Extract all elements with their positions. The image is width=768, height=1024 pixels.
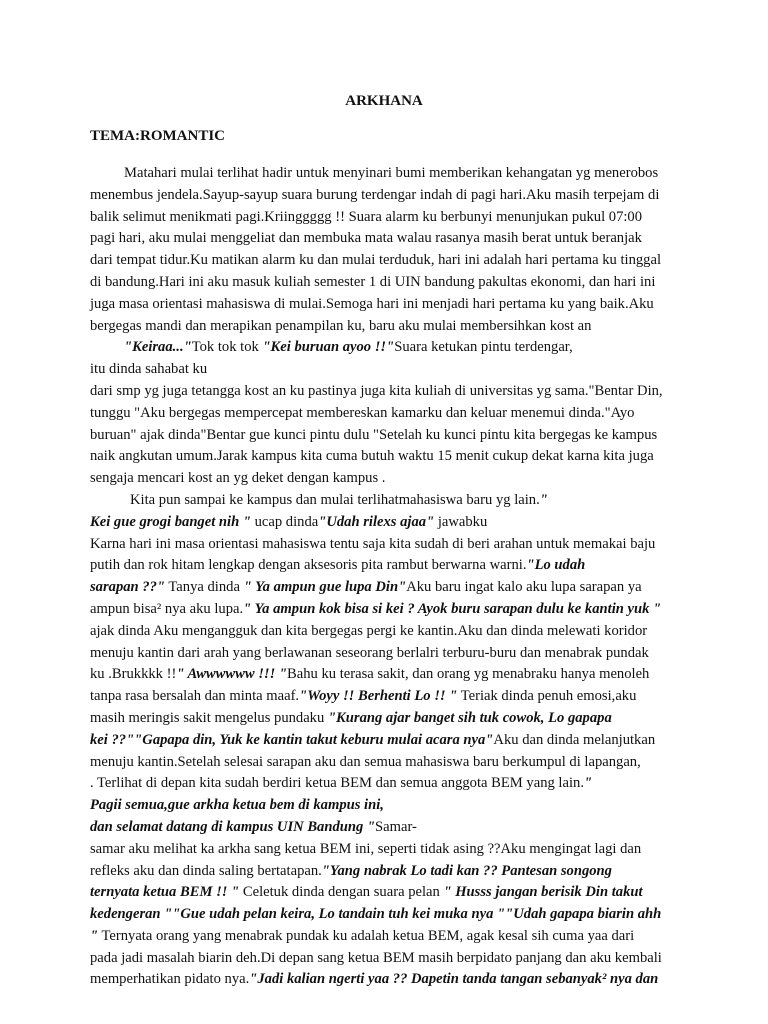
narrative-text: tunggu "Aku bergegas mempercepat membereskan kamarku dan keluar menemui dinda."Ayo	[90, 404, 635, 421]
dialogue-emphasis: Pagii semua,gue arkha ketua bem di kampus ini,	[90, 797, 384, 814]
narrative-text: menuju kantin.Setelah selesai sarapan aku dan semua mahasiswa baru berkumpul di lapangan,	[90, 753, 641, 770]
text-line	[90, 926, 680, 948]
text-line	[90, 948, 680, 970]
dialogue-emphasis: kedengeran ""Gue udah pelan keira, Lo tandain tuh kei muka nya ""Udah gapapa biarin ahh	[90, 906, 662, 923]
story-body	[90, 163, 680, 991]
dialogue-emphasis: " Ya ampun kok bisa si kei ? Ayok buru sarapan dulu ke kantin yuk "	[243, 600, 662, 617]
narrative-text: buruan" ajak dinda"Bentar gue kunci pintu dulu "Setelah ku kunci pintu kita bergegas ke kampus	[90, 426, 658, 443]
text-line	[90, 425, 680, 447]
text-line	[90, 316, 680, 338]
narrative-text: Aku baru ingat kalo aku lupa sarapan ya	[406, 579, 642, 596]
text-line	[90, 272, 680, 294]
narrative-text: refleks aku dan dinda saling bertatapan.	[90, 862, 322, 879]
text-line	[90, 708, 680, 730]
text-line	[90, 359, 680, 381]
dialogue-emphasis: "Keiraa..."	[124, 339, 192, 356]
narrative-text: ku .Brukkkk !!	[90, 666, 177, 683]
text-line	[90, 752, 680, 774]
narrative-text: ucap dinda	[250, 513, 319, 530]
text-line	[90, 904, 680, 926]
narrative-text: ajak dinda Aku mengangguk dan kita bergegas pergi ke kantin.Aku dan dinda melewati koridor	[90, 622, 648, 639]
narrative-text: Karna hari ini masa orientasi mahasiswa tentu saja kita sudah di beri arahan untuk memakai baju	[90, 535, 656, 552]
dialogue-emphasis: "Kurang ajar banget sih tuk cowok, Lo gapapa	[327, 709, 612, 726]
dialogue-emphasis: "Lo udah	[526, 557, 586, 574]
text-line	[90, 490, 680, 512]
text-line	[90, 621, 680, 643]
text-line	[90, 207, 680, 229]
narrative-text: Samar-	[375, 818, 417, 835]
text-line	[90, 599, 680, 621]
text-line	[90, 250, 680, 272]
text-line	[90, 228, 680, 250]
document-theme: TEMA:ROMANTIC	[90, 128, 225, 144]
dialogue-emphasis: dan selamat datang di kampus UIN Bandung "	[90, 818, 376, 835]
narrative-text: Bahu ku terasa sakit, dan orang yg menabraku hanya menoleh	[287, 666, 650, 683]
dialogue-emphasis: kei ??""Gapapa din, Yuk ke kantin takut keburu mulai acara nya"	[90, 731, 494, 748]
dialogue-emphasis: "Woyy !! Berhenti Lo !! "	[299, 688, 458, 705]
narrative-text: itu dinda sahabat ku	[90, 361, 208, 378]
narrative-text: menembus jendela.Sayup-sayup suara burung terdengar indah di pagi hari.Aku masih terpejam di	[90, 186, 660, 203]
dialogue-emphasis: " Husss jangan berisik Din takut	[443, 884, 643, 901]
dialogue-emphasis: "	[583, 775, 593, 792]
dialogue-emphasis: "Udah rilexs ajaa"	[318, 513, 435, 530]
narrative-text: Celetuk dinda dengan suara pelan	[239, 884, 444, 901]
text-line	[90, 468, 680, 490]
dialogue-emphasis: "	[90, 927, 99, 944]
narrative-text: Teriak dinda penuh emosi,aku	[457, 688, 637, 705]
narrative-text: putih dan rok hitam lengkap dengan aksesoris pita rambut berwarna warni.	[90, 557, 527, 574]
text-line	[90, 730, 680, 752]
text-line	[90, 555, 680, 577]
text-line	[90, 163, 680, 185]
text-line	[90, 512, 680, 534]
text-line	[90, 795, 680, 817]
text-line	[90, 861, 680, 883]
narrative-text: pada jadi masalah biarin deh.Di depan sang ketua BEM masih berpidato panjang dan aku kembali	[90, 949, 662, 966]
text-line	[90, 686, 680, 708]
narrative-text: samar aku melihat ka arkha sang ketua BEM ini, seperti tidak asing ??Aku mengingat lagi dan	[90, 840, 642, 857]
text-line	[90, 773, 680, 795]
narrative-text: menuju kantin dari arah yang berlawanan seseorang berlalri terburu-buru dan menabrak pundak	[90, 644, 649, 661]
dialogue-emphasis: "Yang nabrak Lo tadi kan ?? Pantesan songong	[321, 862, 612, 879]
text-line	[90, 403, 680, 425]
narrative-text: dari smp yg juga tetangga kost an ku pastinya juga kita kuliah di universitas yg sama."Bentar Din,	[90, 382, 663, 399]
text-line	[90, 381, 680, 403]
dialogue-emphasis: "Kei buruan ayoo !!"	[262, 339, 395, 356]
narrative-text: juga masa orientasi mahasiswa di mulai.Semoga hari ini menjadi hari pertama ku yang baik.Aku	[90, 295, 654, 312]
narrative-text: Matahari mulai terlihat hadir untuk menyinari bumi memberikan kehangatan yg menerobos	[124, 165, 659, 181]
narrative-text: Tok tok tok	[191, 339, 263, 356]
dialogue-emphasis: "	[539, 491, 548, 508]
text-line	[90, 969, 680, 991]
document-title: ARKHANA	[345, 93, 423, 109]
narrative-text: memperhatikan pidato nya.	[90, 971, 250, 988]
narrative-text: tanpa rasa bersalah dan minta maaf.	[90, 688, 300, 705]
narrative-text: bergegas mandi dan merapikan penampilan ku, baru aku mulai membersihkan kost an	[90, 317, 592, 334]
text-line	[90, 534, 680, 556]
text-line	[90, 185, 680, 207]
text-line	[90, 294, 680, 316]
dialogue-emphasis: ternyata ketua BEM !! "	[90, 884, 240, 901]
narrative-text: . Terlihat di depan kita sudah berdiri ketua BEM dan semua anggota BEM yang lain.	[90, 775, 584, 792]
dialogue-emphasis: Kei gue grogi banget nih "	[90, 513, 251, 530]
text-line	[90, 446, 680, 468]
narrative-text: sengaja mencari kost an yg deket dengan kampus .	[90, 470, 386, 487]
text-line	[90, 643, 680, 665]
dialogue-emphasis: sarapan ??"	[90, 579, 166, 596]
narrative-text: pagi hari, aku mulai menggeliat dan membuka mata walau rasanya masih berat untuk beranjak	[90, 230, 642, 247]
narrative-text: Aku dan dinda melanjutkan	[493, 731, 656, 748]
text-line	[90, 817, 680, 839]
narrative-text: di bandung.Hari ini aku masuk kuliah semester 1 di UIN bandung pakultas ekonomi, dan hari ini	[90, 273, 656, 290]
narrative-text: Suara ketukan pintu terdengar,	[394, 339, 573, 356]
narrative-text: ampun bisa² nya aku lupa.	[90, 600, 244, 617]
narrative-text: Kita pun sampai ke kampus dan mulai terlihatmahasiswa baru yg lain.	[130, 491, 540, 508]
dialogue-emphasis: " Awwwwww !!! "	[176, 666, 288, 683]
dialogue-emphasis: "Jadi kalian ngerti yaa ?? Dapetin tanda tangan sebanyak² nya dan	[249, 971, 659, 988]
text-line	[90, 337, 680, 359]
text-line	[90, 839, 680, 861]
text-line	[90, 882, 680, 904]
narrative-text: Tanya dinda	[165, 579, 244, 596]
narrative-text: Ternyata orang yang menabrak pundak ku adalah ketua BEM, agak kesal sih cuma yaa dari	[98, 927, 635, 944]
text-line	[90, 664, 680, 686]
text-line	[90, 577, 680, 599]
narrative-text: naik angkutan umum.Jarak kampus kita cuma butuh waktu 15 menit cukup dekat karna kita juga	[90, 448, 654, 465]
narrative-text: dari tempat tidur.Ku matikan alarm ku dan mulai terduduk, hari ini adalah hari pertama ku tinggal	[90, 252, 662, 269]
narrative-text: balik selimut menikmati pagi.Kriinggggg !! Suara alarm ku berbunyi menunjukan pukul 07:00	[90, 208, 643, 225]
dialogue-emphasis: " Ya ampun gue lupa Din"	[243, 579, 407, 596]
narrative-text: jawabku	[434, 513, 488, 530]
narrative-text: masih meringis sakit mengelus pundaku	[90, 709, 328, 726]
